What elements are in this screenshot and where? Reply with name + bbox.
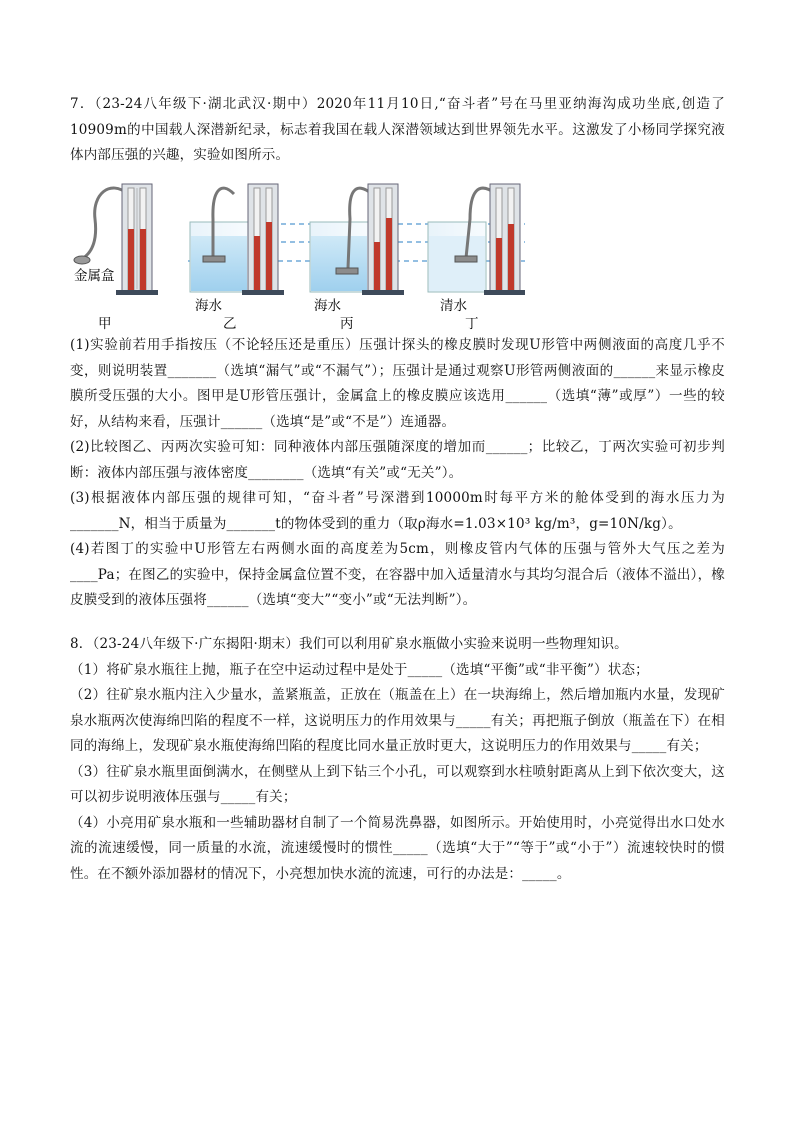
question-7-stem [70,92,725,169]
q7-item-2: (2)比较图乙、丙两次实验可知：同种液体内部压强随深度的增加而______；比较乙，丁两次实验可初步判断：液体内部压强与液体密度________（选填“有关”或“无关”）。 [70,439,725,481]
question-8 [70,632,725,887]
liquid-label-yi: 海水 [195,298,222,314]
figure-label-bing: 丙 [340,316,354,332]
q7-item-4: (4)若图丁的实验中U形管左右两侧水面的高度差为5cm，则橡皮管内气体的压强与管外大气压之差为____Pa；在图乙的实验中，保持金属盒位置不变，在容器中加入适量清水与其均匀混合后（液体不溢出），橡皮膜受到的液体压强将______（选填“变大”“变小”或“无法判断”）。 [70,541,725,608]
liquid-label-ding: 清水 [440,298,467,314]
q7-item-3: (3)根据液体内部压强的规律可知，“奋斗者”号深潜到10000m时每平方米的舱体受到的海水压力为_______N，相当于质量为_______t的物体受到的重力（取ρ海水=1.03×10³ kg/m³，g=10N/kg）。 [70,490,725,532]
svg-text:金属盒: 金属盒 [74,268,115,284]
question-7-text: 7．（23-24八年级下·湖北武汉·期中）2020年11月10日,“奋斗者”号在马里亚纳海沟成功坐底,创造了10909m的中国载人深潜新纪录，标志着我国在载人深潜领域达到世界领先水平。这激发了小杨同学探究液体内部压强的兴趣，实验如图所示。 [70,96,725,163]
figure-label-jia: 甲 [98,316,112,332]
liquid-label-bing: 海水 [314,298,341,314]
question-7-items [70,333,725,614]
setup-bing [310,184,404,295]
q8-item-1: （1）将矿泉水瓶往上抛，瓶子在空中运动过程中是处于_____（选填“平衡”或“非平衡”）状态； [70,661,649,678]
q8-item-4: （4）小亮用矿泉水瓶和一些辅助器材自制了一个简易洗鼻器，如图所示。开始使用时，小亮觉得出水口处水流的流速缓慢，同一质量的水流，流速缓慢时的惯性_____（选填“大于”“等于”或“小于”）流速较快时的惯性。在不额外添加器材的情况下，小亮想加快水流的流速，可行的办法是：_____。 [70,814,725,882]
pressure-gauge-figure [70,174,525,334]
q8-item-3: （3）往矿泉水瓶里面倒满水，在侧壁从上到下钻三个小孔，可以观察到水柱喷射距离从上到下依次变大，这可以初步说明液体压强与_____有关； [70,763,725,805]
setup-ding [428,184,525,295]
figure-label-yi: 乙 [223,316,237,332]
q7-item-1: (1)实验前若用手指按压（不论轻压还是重压）压强计探头的橡皮膜时发现U形管中两侧液面的高度几乎不变，则说明装置_______（选填“漏气”或“不漏气”）；压强计是通过观察U形管两侧液面的______来显示橡皮膜所受压强的大小。图甲是U形管压强计，金属盒上的橡皮膜应该选用______（选填“薄”或厚”）一些的较好，从结构来看，压强计______（选填“是”或“不是”）连通器。 [70,337,725,430]
q8-item-2: （2）往矿泉水瓶内注入少量水，盖紧瓶盖，正放在（瓶盖在上）在一块海绵上，然后增加瓶内水量，发现矿泉水瓶两次使海绵凹陷的程度不一样，这说明压力的作用效果与_____有关；再把瓶子倒放（瓶盖在下）在相同的海绵上，发现矿泉水瓶使海绵凹陷的程度比同水量正放时更大，这说明压力的作用效果与_____有关； [70,687,725,754]
setup-yi [190,184,284,295]
figure-label-ding: 丁 [465,316,479,332]
question-8-text: 8．（23-24八年级下·广东揭阳·期末）我们可以利用矿泉水瓶做小实验来说明一些物理知识。 [70,636,628,652]
